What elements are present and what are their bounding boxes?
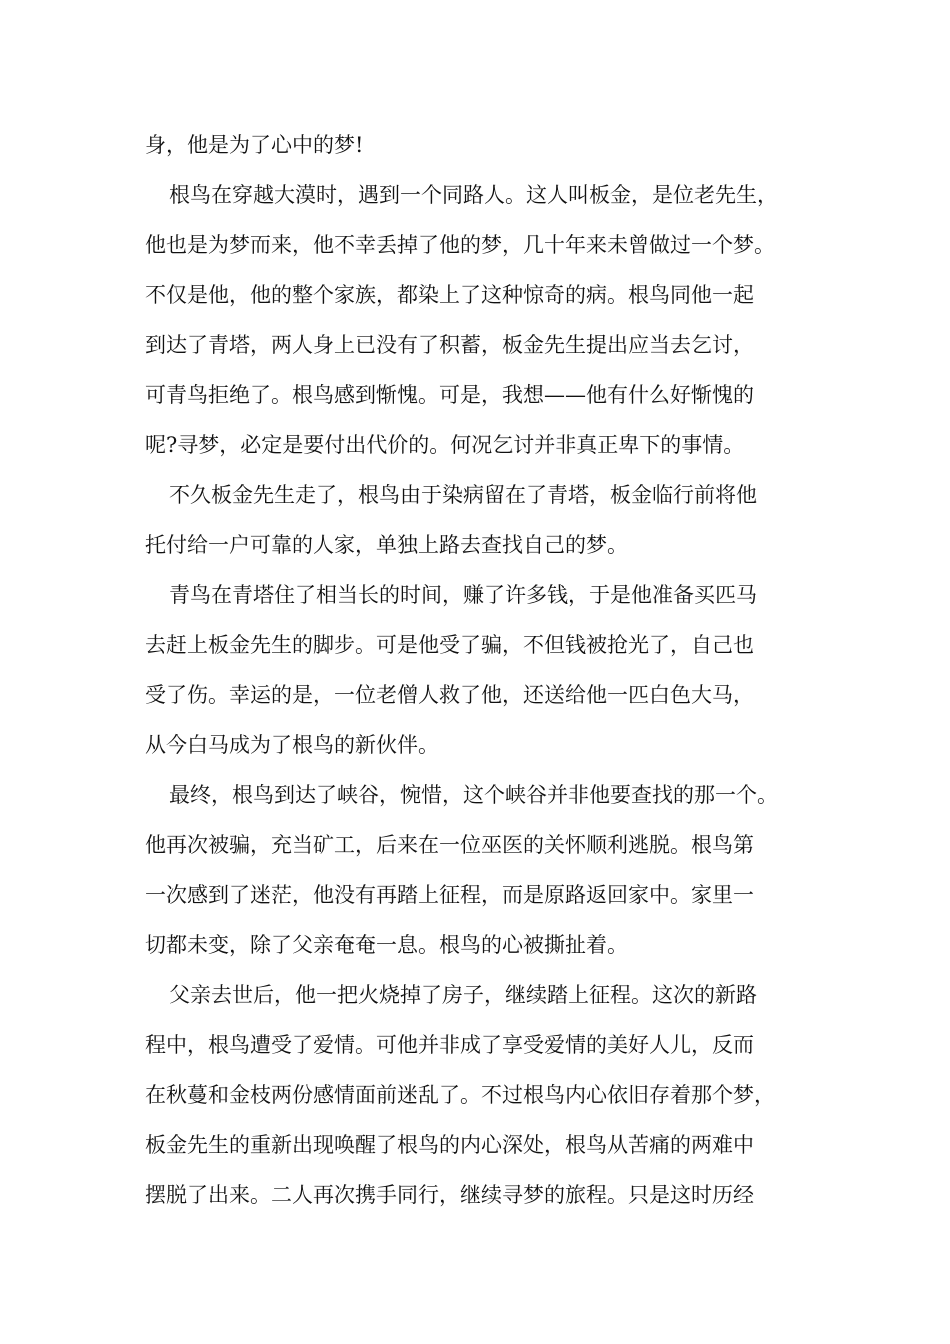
text-line: 一次感到了迷茫，他没有再踏上征程，而是原路返回家中。家里一 — [145, 883, 754, 907]
body-text — [145, 128, 825, 1228]
text-line: 他再次被骗，充当矿工，后来在一位巫医的关怀顺利逃脱。根鸟第 — [145, 833, 754, 857]
text-line: 父亲去世后，他一把火烧掉了房子，继续踏上征程。这次的新路 — [169, 983, 757, 1007]
text-line: 板金先生的重新出现唤醒了根鸟的内心深处，根鸟从苦痛的两难中 — [145, 1133, 754, 1157]
text-line: 在秋蔓和金枝两份感情面前迷乱了。不过根鸟内心依旧存着那个梦， — [145, 1083, 775, 1107]
text-line: 到达了青塔，两人身上已没有了积蓄，板金先生提出应当去乞讨， — [145, 333, 754, 357]
text-line: 他也是为梦而来，他不幸丢掉了他的梦，几十年来未曾做过一个梦。 — [145, 233, 775, 257]
text-line: 最终，根鸟到达了峡谷，惋惜，这个峡谷并非他要查找的那一个。 — [169, 783, 778, 807]
text-line: 可青鸟拒绝了。根鸟感到惭愧。可是，我想——他有什么好惭愧的 — [145, 383, 754, 407]
text-line: 青鸟在青塔住了相当长的时间，赚了许多钱，于是他准备买匹马 — [169, 583, 757, 607]
text-line: 从今白马成为了根鸟的新伙伴。 — [145, 733, 439, 757]
text-line: 摆脱了出来。二人再次携手同行，继续寻梦的旅程。只是这时历经 — [145, 1183, 754, 1207]
text-line: 去赶上板金先生的脚步。可是他受了骗，不但钱被抢光了，自己也 — [145, 633, 754, 657]
text-line: 不久板金先生走了，根鸟由于染病留在了青塔，板金临行前将他 — [169, 483, 757, 507]
text-line: 托付给一户可靠的人家，单独上路去查找自己的梦。 — [145, 533, 628, 557]
text-line: 身，他是为了心中的梦! — [145, 133, 364, 157]
text-line: 切都未变，除了父亲奄奄一息。根鸟的心被撕扯着。 — [145, 933, 628, 957]
text-line: 不仅是他，他的整个家族，都染上了这种惊奇的病。根鸟同他一起 — [145, 283, 754, 307]
text-line: 受了伤。幸运的是，一位老僧人救了他，还送给他一匹白色大马， — [145, 683, 754, 707]
text-line: 根鸟在穿越大漠时，遇到一个同路人。这人叫板金，是位老先生， — [169, 183, 778, 207]
text-line: 呢?寻梦，必定是要付出代价的。何况乞讨并非真正卑下的事情。 — [145, 433, 745, 457]
text-line: 程中，根鸟遭受了爱情。可他并非成了享受爱情的美好人儿，反而 — [145, 1033, 754, 1057]
